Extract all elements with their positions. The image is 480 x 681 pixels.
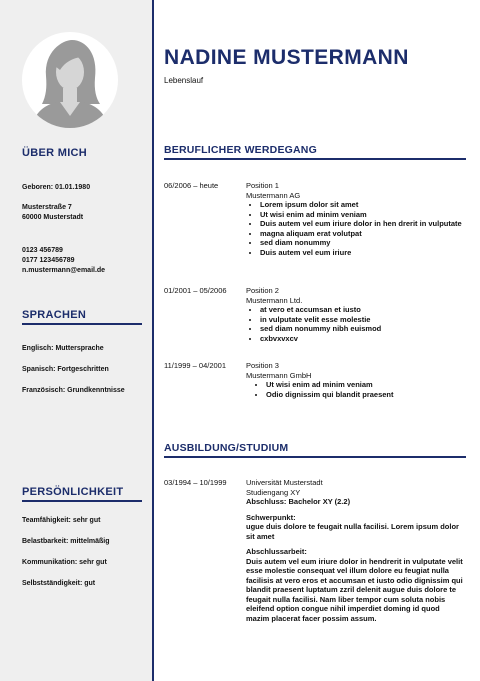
focus-label: Schwerpunkt: (246, 512, 296, 522)
language-item: Spanisch: Fortgeschritten (22, 366, 109, 373)
avatar (22, 32, 118, 128)
entry-position: Position 2 (246, 286, 279, 295)
vertical-divider (152, 0, 154, 681)
list-item: • Ut wisi enim ad minim veniam (266, 380, 464, 390)
education-rule (164, 456, 466, 458)
personality-item: Selbstständigkeit: gut (22, 580, 96, 587)
person-silhouette-icon (22, 32, 118, 128)
entry-date: 01/2001 – 05/2006 (164, 286, 227, 295)
list-item: • at vero et accumsan et iusto (260, 305, 464, 315)
focus-text: ugue duis dolore te feugait nulla facilisi. Lorem ipsum dolor sit amet (246, 522, 459, 541)
education-degree: Abschluss: Bachelor XY (2.2) (246, 497, 351, 506)
street-address: Musterstraße 7 (22, 204, 72, 211)
education-heading: AUSBILDUNG/STUDIUM (164, 442, 289, 454)
thesis-label: Abschlussarbeit: (246, 547, 307, 556)
entry-bullets (246, 200, 464, 257)
entry-position: Position 1 (246, 181, 279, 190)
list-item: • sed diam nonummy (260, 238, 464, 248)
entry-bullets (246, 380, 464, 399)
language-item: Englisch: Muttersprache (22, 345, 104, 352)
personality-heading: PERSÖNLICHKEIT (22, 486, 124, 498)
career-rule (164, 158, 466, 160)
birth-date: Geboren: 01.01.1980 (22, 184, 91, 191)
list-item: • Duis autem vel eum iriure (260, 248, 464, 258)
entry-date: 11/1999 – 04/2001 (164, 361, 227, 370)
education-program: Studiengang XY (246, 487, 301, 497)
list-item: • magna aliquam erat volutpat (260, 229, 464, 239)
list-item: • Ut wisi enim ad minim veniam (260, 210, 464, 220)
email-address: n.mustermann@email.de (22, 267, 106, 274)
personality-item: Kommunikation: sehr gut (22, 559, 107, 566)
career-heading: BERUFLICHER WERDEGANG (164, 144, 317, 156)
education-school: Universität Musterstadt (246, 478, 323, 487)
list-item: • sed diam nonummy nibh euismod (260, 324, 464, 334)
languages-rule (22, 323, 142, 325)
page-subtitle: Lebenslauf (164, 76, 204, 85)
entry-date: 06/2006 – heute (164, 181, 219, 190)
list-item: • Lorem ipsum dolor sit amet (260, 200, 464, 210)
education-date: 03/1994 – 10/1999 (164, 478, 227, 487)
personality-rule (22, 500, 142, 502)
entry-company: Mustermann GmbH (246, 370, 312, 380)
entry-company: Mustermann Ltd. (246, 295, 303, 305)
about-heading: ÜBER MICH (22, 147, 88, 159)
language-item: Französisch: Grundkenntnisse (22, 387, 125, 394)
list-item: • in vulputate velit esse molestie (260, 315, 464, 325)
entry-company: Mustermann AG (246, 190, 301, 200)
list-item: • Duis autem vel eum iriure dolor in hen drerit in vulputate (260, 219, 464, 229)
city-address: 60000 Musterstadt (22, 214, 84, 221)
thesis-text: Duis autem vel eum iriure dolor in hendrerit in vulputate velit esse molestie consequat vel illum dolore eu feugiat nulla facilisis at vero eros et accumsan et iusto odio dignissim qui blandit praesent luptatum zzril delenit augue duis dolore te feugait nulla facilisi. Nam liber tempor cum soluta nobis eleifend option congue nihil imperdiet doming id quod mazim placerat facer possim assum. (246, 556, 463, 623)
personality-item: Belastbarkeit: mittelmäßig (22, 538, 110, 545)
entry-bullets (246, 305, 464, 343)
page-title: NADINE MUSTERMANN (164, 46, 409, 69)
languages-heading: SPRACHEN (22, 309, 87, 321)
personality-item: Teamfähigkeit: sehr gut (22, 517, 101, 524)
phone-1: 0123 456789 (22, 247, 63, 254)
phone-2: 0177 123456789 (22, 257, 75, 264)
entry-position: Position 3 (246, 361, 279, 370)
list-item: • Odio dignissim qui blandit praesent (266, 390, 464, 400)
list-item: • cxbvxvxcv (260, 334, 464, 344)
